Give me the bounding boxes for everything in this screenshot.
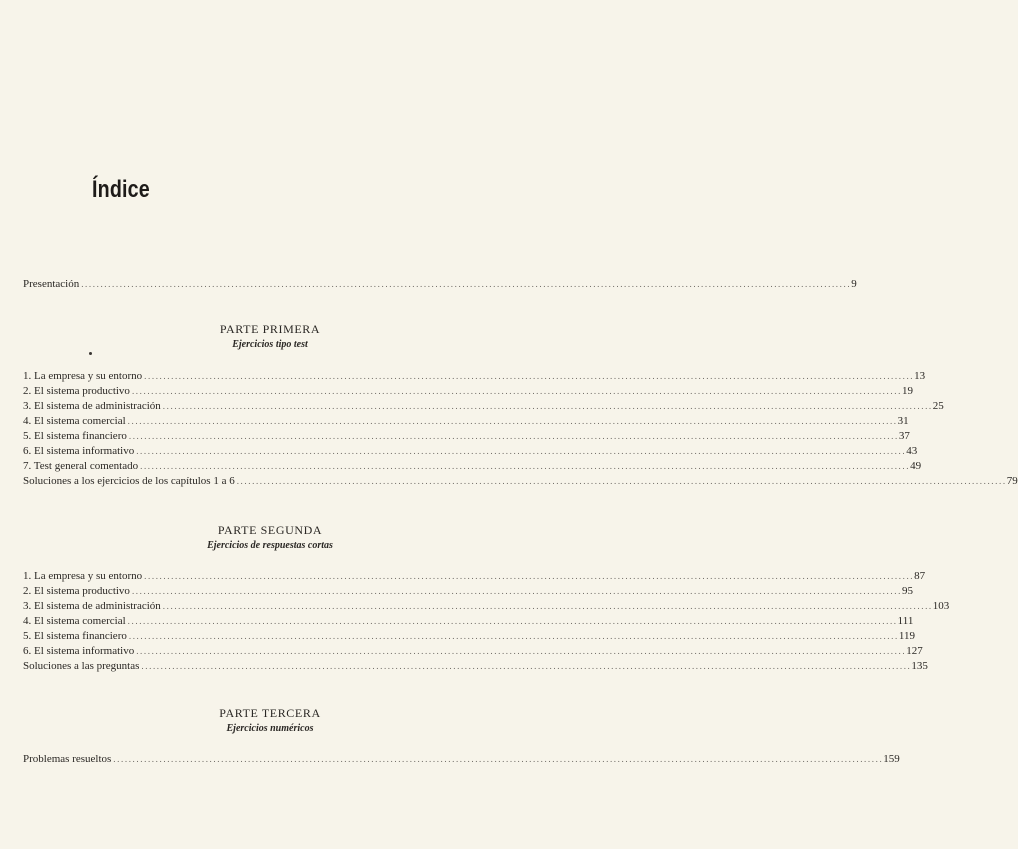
dot-leader: ........................................................................................................................................................................................................ [128,431,899,441]
toc-entry-label: 4. El sistema comercial [23,415,126,427]
toc-entry-label: 1. La empresa y su entorno [23,370,143,382]
toc-entry-page: 13 [914,370,926,382]
toc-entry-label: 2. El sistema productivo [23,385,130,397]
toc-entry-label: 1. La empresa y su entorno [23,570,143,582]
toc-entry-label: Soluciones a los ejercicios de los capítulos 1 a 6 [23,475,235,487]
dot-leader: ........................................................................................................................................................................................................ [127,416,898,426]
dot-leader: ........................................................................................................................................................................................................ [131,586,902,596]
toc-entry-label: 5. El sistema financiero [23,630,127,642]
toc-entry [23,445,918,458]
part-3-heading: PARTE TERCERA [219,706,321,720]
toc-entry-label: 4. El sistema comercial [23,615,126,627]
toc-entry [23,600,950,613]
toc-entry-page: 37 [898,430,910,442]
part-1-subheading: Ejercicios tipo test [232,339,308,350]
dot-leader: ........................................................................................................................................................................................................ [144,371,915,381]
toc-entry-page: 9 [851,278,857,290]
toc-entry-presentation [23,278,857,291]
part-2-heading: PARTE SEGUNDA [217,523,323,537]
toc-entry [23,645,923,658]
dot-leader: ........................................................................................................................................................................................................ [113,754,884,764]
toc-entry-page: 19 [901,385,913,397]
toc-entry-page: 159 [883,753,900,765]
toc-entry-page: 95 [901,585,913,597]
part-1-heading: PARTE PRIMERA [219,322,321,336]
toc-entry-label: Soluciones a las preguntas [23,660,140,672]
toc-entry-page: 43 [906,445,918,457]
toc-entry-page: 25 [932,400,944,412]
dot-leader: ........................................................................................................................................................................................................ [236,476,1007,486]
toc-entry-page: 111 [897,615,914,627]
toc-entry-page: 135 [911,660,928,672]
dot-leader: ........................................................................................................................................................................................................ [136,646,907,656]
print-speck [89,352,92,355]
toc-entry-page: 127 [906,645,923,657]
toc-entry-page: 79 [1006,475,1018,487]
toc-entry-label: Problemas resueltos [23,753,112,765]
toc-entry [23,475,1018,488]
toc-entry-page: 103 [932,600,950,612]
toc-entry [23,415,909,428]
toc-entry-label: 3. El sistema de administración [23,600,161,612]
toc-entry-label: 7. Test general comentado [23,460,139,472]
toc-entry [23,385,913,398]
toc-entry-label: 6. El sistema informativo [23,645,135,657]
toc-entry [23,660,928,673]
dot-leader: ........................................................................................................................................................................................................ [162,401,933,411]
toc-entry-page: 31 [897,415,909,427]
dot-leader: ........................................................................................................................................................................................................ [140,461,911,471]
part-3-subheading: Ejercicios numéricos [226,723,314,734]
toc-entry-label: 5. El sistema financiero [23,430,127,442]
dot-leader: ........................................................................................................................................................................................................ [131,386,902,396]
part-2-subheading: Ejercicios de respuestas cortas [207,540,333,551]
page-title: Índice [92,176,150,203]
dot-leader: ........................................................................................................................................................................................................ [136,446,907,456]
toc-entry [23,570,926,583]
toc-entry-label: Presentación [23,278,80,290]
toc-entry [23,400,944,413]
toc-entry [23,370,926,383]
toc-entry [23,430,910,443]
toc-entry-label: 2. El sistema productivo [23,585,130,597]
dot-leader: ........................................................................................................................................................................................................ [127,616,898,626]
toc-entry [23,585,913,598]
toc-entry-page: 87 [914,570,926,582]
toc-entry [23,615,914,628]
toc-entry-label: 3. El sistema de administración [23,400,161,412]
toc-entry [23,753,900,766]
dot-leader: ........................................................................................................................................................................................................ [144,571,915,581]
dot-leader: ........................................................................................................................................................................................................ [141,661,912,671]
toc-entry-page: 119 [898,630,915,642]
toc-entry-page: 49 [910,460,922,472]
toc-entry [23,460,922,473]
dot-leader: ........................................................................................................................................................................................................ [128,631,899,641]
dot-leader: ........................................................................................................................................................................................................ [81,279,852,289]
toc-entry [23,630,915,643]
dot-leader: ........................................................................................................................................................................................................ [162,601,933,611]
toc-entry-label: 6. El sistema informativo [23,445,135,457]
